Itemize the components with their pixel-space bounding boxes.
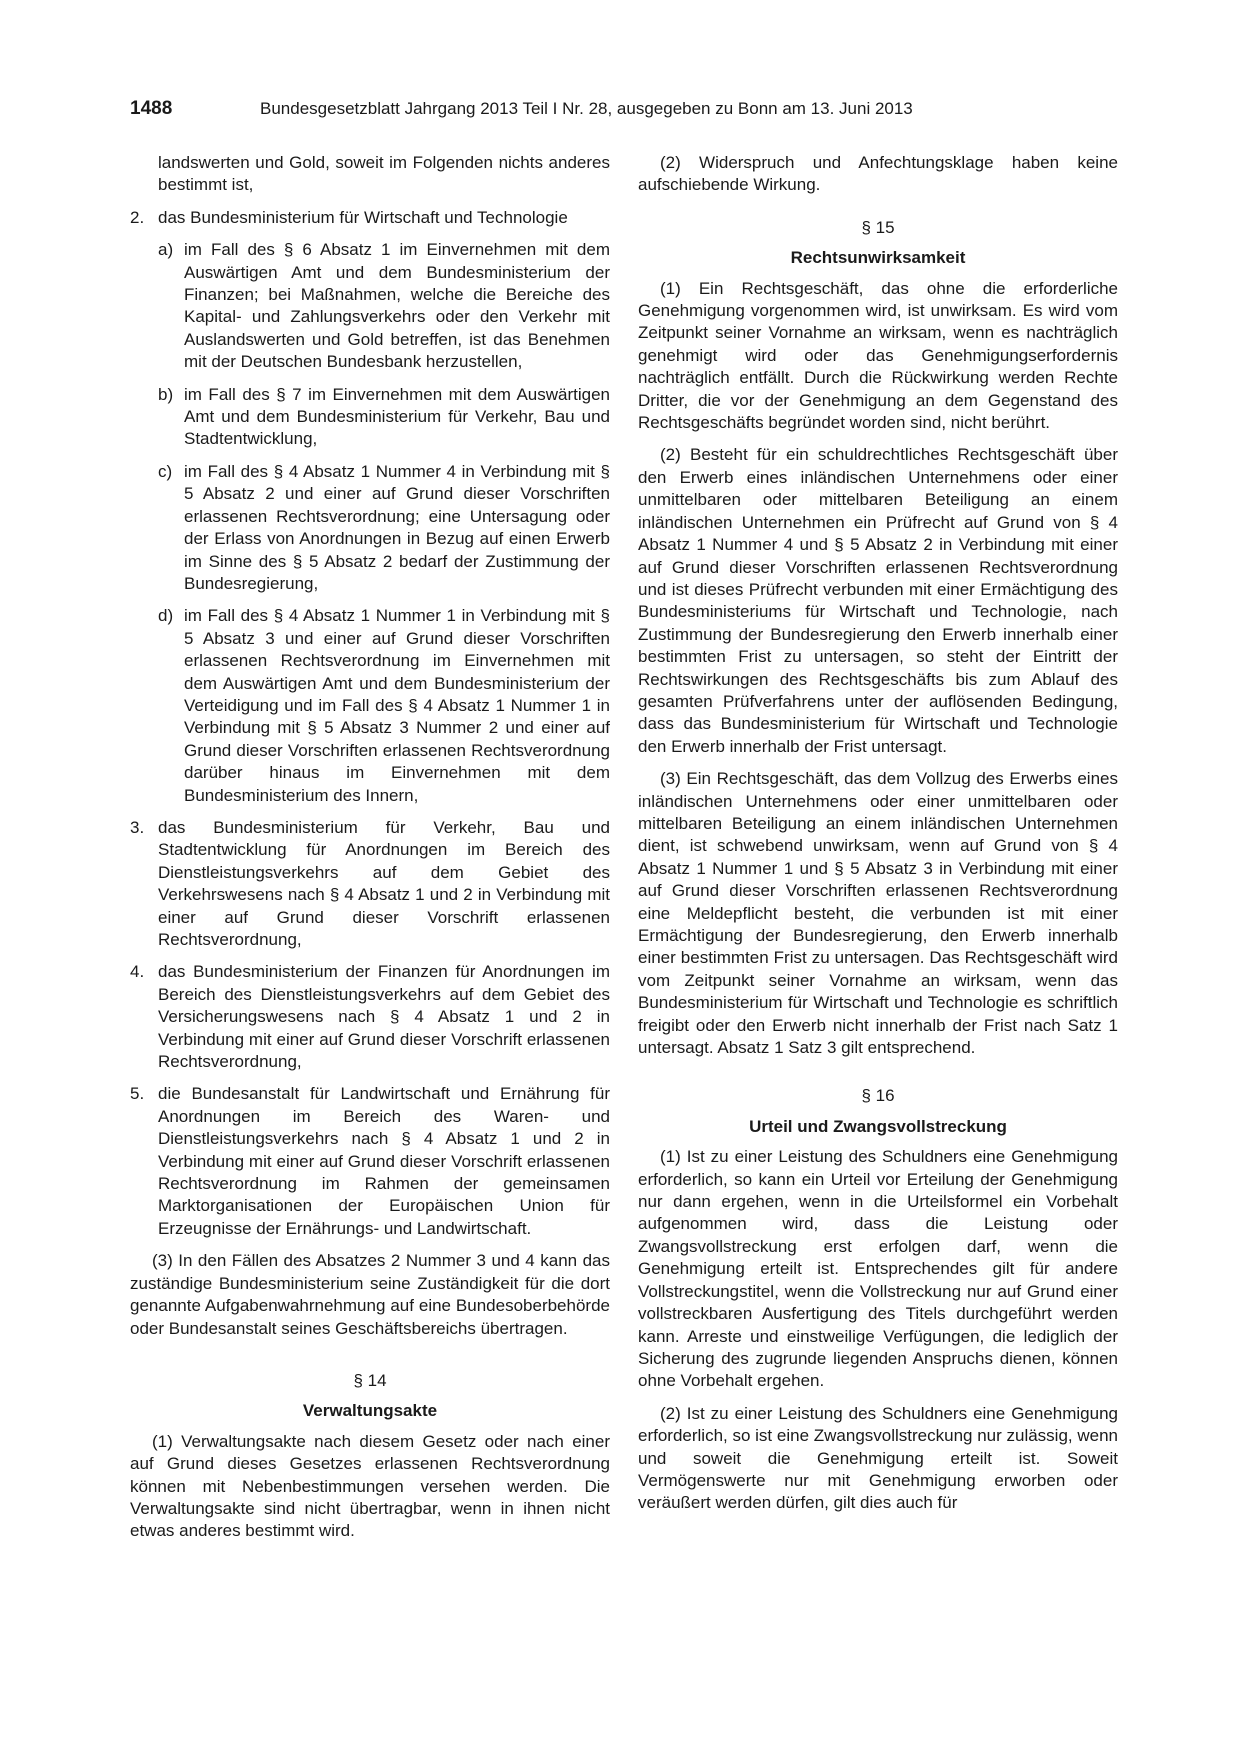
- section-number-15: § 15: [861, 217, 895, 237]
- sublist-marker: c): [158, 461, 173, 481]
- list-text: das Bundesministerium für Wirtschaft und Technologie: [158, 207, 568, 227]
- paragraph-3: (3) In den Fällen des Absatzes 2 Nummer 3 und 4 kann das zuständige Bundesministerium seine Zuständigkeit für die dort genannte Aufgabenwahrnehmung auf eine Bundesoberbehörde oder Bundesanstalt seines Geschäftsbereichs übertragen.: [130, 1251, 610, 1338]
- sublist-item-b: [158, 384, 610, 451]
- list-marker: 2.: [130, 207, 145, 227]
- list-item-3: [130, 817, 610, 951]
- section-number-16: § 16: [861, 1086, 895, 1106]
- section-15-paragraph-2: (2) Besteht für ein schuldrechtliches Rechtsgeschäft über den Erwerb eines inländischen Unternehmens oder einer unmittelbaren oder mittelbaren Beteiligung an einem inländischen Unternehmen ein Prüfrecht auf Grund von § 4 Absatz 1 Nummer 4 und § 5 Absatz 2 in Verbindung mit einer auf Grund dieser Vorschriften erlassenen Rechtsverordnung und ist dieses Prüfrecht verbunden mit einer Ermächtigung des Bundesministeriums für Wirtschaft und Technologie, nach Zustimmung der Bundesregierung den Erwerb innerhalb einer bestimmten Frist zu untersagen, so steht der Eintritt der Rechtswirkungen des Rechtsgeschäfts bis zum Ablauf des gesamten Prüfverfahrens unter der auflösenden Bedingung, dass das Bundesministerium für Wirtschaft und Technologie den Erwerb innerhalb der Frist untersagt.: [638, 445, 1118, 756]
- list-text: das Bundesministerium der Finanzen für Anordnungen im Bereich des Dienstleistungsverkehrs auf dem Gebiet des Versicherungswesens nach § 4 Absatz 1 und 2 in Verbindung mit einer auf Grund dieser Vorschrift erlassenen Rechtsverordnung,: [158, 962, 610, 1072]
- continued-text: landswerten und Gold, soweit im Folgenden nichts anderes bestimmt ist,: [158, 153, 610, 195]
- sublist-item-a: [158, 239, 610, 373]
- list-marker: 5.: [130, 1084, 145, 1104]
- section-heading-14: Verwaltungsakte: [302, 1401, 438, 1421]
- list-item-2: [130, 207, 610, 229]
- page-header: [130, 98, 1120, 128]
- sublist-marker: d): [158, 606, 174, 626]
- section-14-paragraph-1: (1) Verwaltungsakte nach diesem Gesetz oder nach einer auf Grund dieses Gesetzes erlassenen Rechtsverordnung können mit Nebenbestimmungen versehen werden. Die Verwaltungsakte sind nicht übertragbar, wenn in ihnen nicht etwas anderes bestimmt wird.: [130, 1431, 610, 1541]
- sublist-item-c: [158, 461, 610, 595]
- section-heading-16: Urteil und Zwangsvollstreckung: [749, 1116, 1007, 1136]
- list-marker: 3.: [130, 817, 145, 837]
- list-text: das Bundesministerium für Verkehr, Bau und Stadtentwicklung für Anordnungen im Bereich des Dienstleistungsverkehrs auf dem Gebiet des Verkehrswesens nach § 4 Absatz 1 und 2 in Verbindung mit einer auf Grund dieser Vorschrift erlassenen Rechtsverordnung,: [158, 817, 610, 949]
- sublist-text: im Fall des § 6 Absatz 1 im Einvernehmen mit dem Auswärtigen Amt und dem Bundesministerium der Finanzen; bei Maßnahmen, welche die Bereiche des Kapital- und Zahlungsverkehrs oder den Verkehr mit Auslandswerten und Gold betreffen, ist das Benehmen mit der Deutschen Bundesbank herzustellen,: [184, 240, 610, 372]
- sublist-text: im Fall des § 4 Absatz 1 Nummer 4 in Verbindung mit § 5 Absatz 2 und einer auf Grund dieser Vorschriften erlassenen Rechtsverordnung; eine Untersagung oder der Erlass von Anordnungen in Bezug auf einen Erwerb im Sinne des § 5 Absatz 2 bedarf der Zustimmung der Bundesregierung,: [184, 461, 610, 593]
- list-item-5: [130, 1083, 610, 1240]
- sublist-text: im Fall des § 7 im Einvernehmen mit dem Auswärtigen Amt und dem Bundesministerium für Verkehr, Bau und Stadtentwicklung,: [184, 384, 610, 449]
- section-16-paragraph-2: (2) Ist zu einer Leistung des Schuldners eine Genehmigung erforderlich, so ist eine Zwangsvollstreckung nur zulässig, wenn und soweit die Genehmigung erteilt ist. Soweit Vermögenswerte nur mit Genehmigung erworben oder veräußert werden dürfen, gilt dies auch für: [638, 1403, 1119, 1513]
- paragraph-2: (2) Widerspruch und Anfechtungsklage haben keine aufschiebende Wirkung.: [638, 153, 1118, 195]
- section-number-14: § 14: [353, 1370, 387, 1390]
- sublist-item-d: [158, 605, 610, 807]
- list-text: die Bundesanstalt für Landwirtschaft und Ernährung für Anordnungen im Bereich des Waren- und Dienstleistungsverkehrs nach § 4 Absatz 1 und 2 in Verbindung mit einer auf Grund dieser Vorschrift erlassenen Rechtsverordnung im Rahmen der gemeinsamen Marktorganisationen der Europäischen Union für Erzeugnisse der Ernährungs- und Landwirtschaft.: [158, 1084, 610, 1238]
- section-15-paragraph-3: (3) Ein Rechtsgeschäft, das dem Vollzug des Erwerbs eines inländischen Unternehmens oder einer unmittelbaren oder mittelbaren Beteiligung an einem inländischen Unternehmen dient, ist schwebend unwirksam, wenn auf Grund von § 4 Absatz 1 Nummer 1 und § 5 Absatz 3 in Verbindung mit einer auf Grund dieser Vorschriften erlassenen Rechtsverordnung eine Meldepflicht besteht, die verbunden ist mit einer Ermächtigung der Bundesregierung, den Erwerb innerhalb einer bestimmten Frist zu untersagen. Das Rechtsgeschäft wird vom Zeitpunkt seiner Vornahme an wirksam, wenn das Bundesministerium für Wirtschaft und Technologie es schriftlich freigibt oder den Erwerb nicht innerhalb der Frist nach Satz 1 untersagt. Absatz 1 Satz 3 gilt entsprechend.: [638, 769, 1118, 1058]
- section-15-paragraph-1: (1) Ein Rechtsgeschäft, das ohne die erforderliche Genehmigung vorgenommen wird, ist unwirksam. Es wird vom Zeitpunkt seiner Vornahme an wirksam, wenn es nachträglich genehmigt wird oder das Genehmigungserfordernis nachträglich entfällt. Durch die Rückwirkung werden Rechte Dritter, die vor der Genehmigung an dem Gegenstand des Rechtsgeschäfts begründet worden sind, nicht berührt.: [638, 278, 1118, 433]
- left-column: [130, 152, 610, 1543]
- list-item-4: [130, 961, 610, 1073]
- right-column: [638, 152, 1118, 1515]
- sublist-marker: b): [158, 384, 174, 404]
- running-title: Bundesgesetzblatt Jahrgang 2013 Teil I Nr. 28, ausgegeben zu Bonn am 13. Juni 2013: [260, 99, 913, 118]
- page-number: 1488: [130, 98, 173, 119]
- list-marker: 4.: [130, 962, 145, 982]
- section-16-paragraph-1: (1) Ist zu einer Leistung des Schuldners eine Genehmigung erforderlich, so kann ein Urteil vor Erteilung der Genehmigung nur dann ergehen, wenn in die Urteilsformel ein Vorbehalt aufgenommen wird, dass die Leistung oder Zwangsvollstreckung erst erfolgen darf, wenn die Genehmigung erteilt ist. Entsprechendes gilt für andere Vollstreckungstitel, wenn die Vollstreckung nur auf Grund einer vollstreckbaren Ausfertigung des Titels durchgeführt werden kann. Arreste und einstweilige Verfügungen, die lediglich der Sicherung des zugrunde liegenden Anspruchs dienen, können ohne Vorbehalt ergehen.: [638, 1147, 1118, 1391]
- sublist-marker: a): [158, 240, 174, 260]
- sublist-text: im Fall des § 4 Absatz 1 Nummer 1 in Verbindung mit § 5 Absatz 3 und einer auf Grund dieser Vorschriften erlassenen Rechtsverordnung im Einvernehmen mit dem Auswärtigen Amt und dem Bundesministerium der Verteidigung und im Fall des § 4 Absatz 1 Nummer 1 in Verbindung mit § 5 Absatz 3 Nummer 2 und einer auf Grund dieser Vorschriften erlassenen Rechtsverordnung darüber hinaus im Einvernehmen mit dem Bundesministerium des Innern,: [184, 606, 610, 805]
- section-heading-15: Rechtsunwirksamkeit: [790, 248, 966, 268]
